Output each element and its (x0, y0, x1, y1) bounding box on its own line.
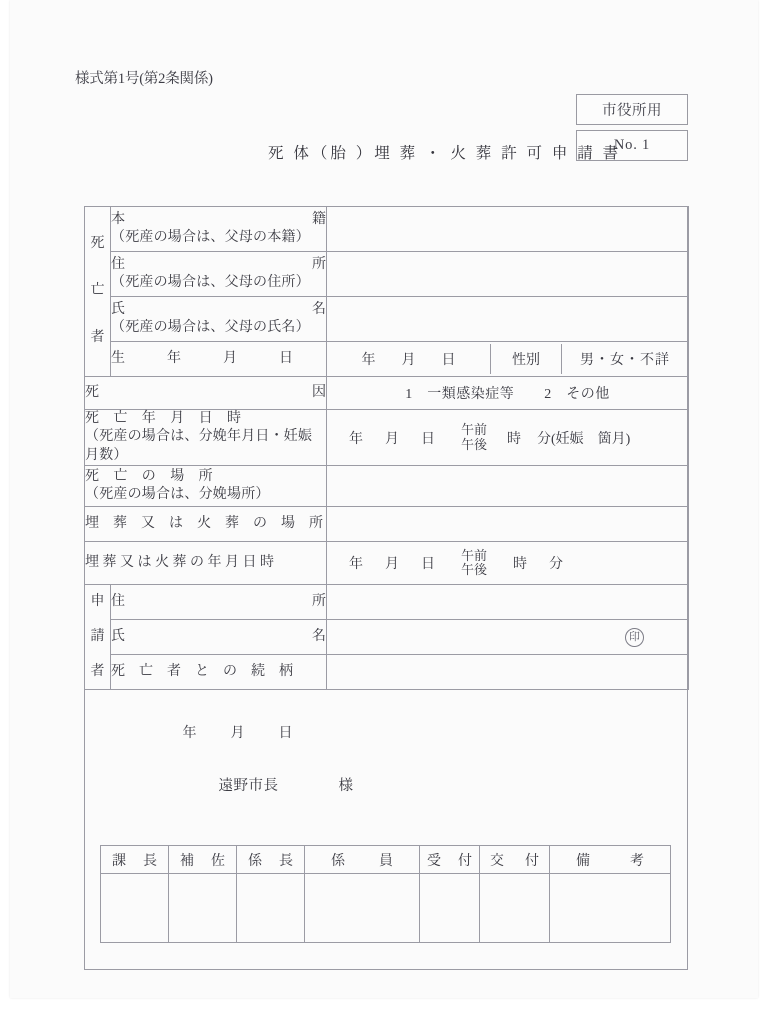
table-row-birthdate (85, 342, 689, 377)
label-death-datetime-main: 死 亡 年 月 日 時 (85, 411, 242, 426)
label-deceased-address-left: 住 (111, 256, 125, 272)
burial-ampm-group[interactable] (461, 549, 487, 578)
death-ampm-group[interactable] (461, 423, 487, 452)
label-applicant-address-right: 所 (312, 594, 326, 610)
label-death-place (85, 466, 327, 507)
label-deceased-address-right: 所 (312, 256, 326, 272)
uketsuke-left: 受 (427, 853, 441, 869)
table-row-deceased-name (85, 297, 689, 342)
death-minute-label: 分(妊娠 箇月) (537, 431, 631, 447)
label-honseki (111, 207, 327, 252)
official-cell-kakaricho[interactable] (237, 874, 305, 943)
label-applicant-name (111, 620, 327, 655)
label-deceased-name (111, 297, 327, 342)
document-number-box: No. 1 (576, 130, 688, 161)
applicant-label-char-2: 請 (90, 629, 105, 645)
kofu-left: 交 (490, 853, 504, 869)
field-applicant-address-value[interactable] (327, 585, 689, 620)
biko-right: 考 (630, 853, 644, 869)
label-applicant-name-left: 氏 (111, 629, 125, 645)
document-title: 死 体（胎 ）埋 葬 ・ 火 葬 許 可 申 請 書 (268, 145, 622, 162)
applicant-group-label (85, 585, 111, 690)
table-row-applicant-relation (85, 655, 689, 690)
label-deceased-name-right: 名 (312, 301, 326, 317)
office-use-box: 市役所用 (576, 94, 688, 125)
label-cause-right: 因 (312, 384, 326, 400)
field-deceased-name-value[interactable] (327, 297, 689, 342)
burial-month-label: 月 (385, 557, 399, 573)
death-day-label: 日 (421, 431, 435, 447)
kacho-left: 課 (112, 853, 126, 869)
signature-month-label: 月 (230, 725, 245, 741)
death-hour-label: 時 (507, 431, 522, 447)
field-death-place-value[interactable] (327, 466, 689, 507)
label-applicant-address-left: 住 (111, 594, 125, 610)
label-death-datetime-sub: （死産の場合は、分娩年月日・妊娠 (85, 429, 313, 445)
cause-option-2[interactable]: 2 その他 (544, 387, 610, 402)
field-birthdate-value[interactable] (327, 344, 491, 374)
burial-pm-label[interactable]: 午後 (461, 562, 488, 578)
official-col-header-kakariin (305, 846, 420, 874)
official-cell-uketsuke[interactable] (420, 874, 480, 943)
main-form-table (84, 206, 689, 818)
label-deceased-address (111, 252, 327, 297)
label-deceased-address-sub: （死産の場合は、父母の住所） (111, 275, 310, 290)
label-birthdate (111, 342, 327, 377)
birthdate-value-group (327, 342, 689, 377)
label-cause-of-death (85, 377, 327, 410)
official-cell-biko[interactable] (550, 874, 671, 943)
label-birthdate-text: 生 年 月 日 (111, 350, 293, 366)
burial-year-label: 年 (349, 557, 363, 573)
signature-addressee: 遠野市長 (218, 777, 279, 794)
official-cell-kakariin[interactable] (305, 874, 420, 943)
deceased-group-label (85, 207, 111, 377)
label-deceased-name-sub: （死産の場合は、父母の氏名） (111, 320, 310, 335)
hosa-left: 補 (180, 853, 194, 869)
official-table-header-row (101, 846, 671, 874)
birthdate-month-label: 月 (401, 353, 416, 368)
label-applicant-relation: 死 亡 者 と の 続 柄 (111, 655, 327, 690)
table-row-applicant-address (85, 585, 689, 620)
deceased-label-char-1: 死 (90, 236, 105, 252)
official-col-header-biko (550, 846, 671, 874)
field-deceased-address-value[interactable] (327, 252, 689, 297)
official-cell-kacho[interactable] (101, 874, 169, 943)
kacho-right: 長 (143, 853, 157, 869)
label-applicant-name-right: 名 (312, 629, 326, 645)
applicant-label-char-1: 申 (90, 594, 105, 610)
signature-addressee-line (219, 774, 689, 795)
cause-option-1[interactable]: 1 一類感染症等 (405, 387, 515, 402)
burial-day-label: 日 (421, 557, 435, 573)
deceased-label-char-2: 亡 (90, 283, 105, 299)
label-burial-place: 埋 葬 又 は 火 葬 の 場 所 (85, 507, 327, 542)
death-year-label: 年 (349, 431, 363, 447)
field-applicant-relation-value[interactable] (327, 655, 689, 690)
label-honseki-left: 本 (111, 211, 125, 227)
table-row-applicant-name (85, 620, 689, 655)
burial-hour-label: 時 (513, 557, 528, 573)
official-col-header-kakaricho (237, 846, 305, 874)
birthdate-year-label: 年 (361, 353, 376, 368)
field-sex-options[interactable]: 男・女・不詳 (562, 344, 689, 374)
official-col-header-kacho (101, 846, 169, 874)
official-col-header-kofu (480, 846, 550, 874)
label-honseki-right: 籍 (312, 211, 326, 227)
burial-am-label[interactable]: 午前 (461, 547, 488, 563)
death-pm-label[interactable]: 午後 (461, 436, 488, 452)
field-death-datetime-value[interactable] (327, 410, 689, 466)
field-honseki-value[interactable] (327, 207, 689, 252)
field-applicant-name-value[interactable] (327, 620, 689, 655)
label-death-datetime-sub2: 月数） (85, 447, 128, 463)
official-col-header-uketsuke (420, 846, 480, 874)
table-row-burial-datetime (85, 542, 689, 585)
table-row-honseki (85, 207, 689, 252)
signature-date-line[interactable] (183, 722, 689, 742)
seal-stamp-icon: 印 (625, 628, 644, 647)
deceased-label-char-3: 者 (90, 329, 105, 345)
table-row-signature (85, 690, 689, 819)
label-cause-left: 死 (85, 384, 99, 400)
table-row-death-datetime (85, 410, 689, 466)
uketsuke-right: 付 (458, 853, 472, 869)
official-table-value-row (101, 874, 671, 943)
kakariin-right: 員 (379, 853, 393, 869)
signature-honorific: 様 (338, 777, 354, 794)
burial-minute-label: 分 (549, 557, 564, 573)
label-burial-datetime: 埋 葬 又 は 火 葬 の 年 月 日 時 (85, 542, 327, 585)
signature-year-label: 年 (182, 725, 197, 741)
signature-day-label: 日 (278, 725, 293, 741)
official-cell-kofu[interactable] (480, 874, 550, 943)
biko-left: 備 (576, 853, 590, 869)
kofu-right: 付 (525, 853, 539, 869)
table-row-death-place (85, 466, 689, 507)
label-honseki-sub: （死産の場合は、父母の本籍） (111, 230, 310, 245)
kakaricho-right: 長 (279, 853, 293, 869)
birthdate-day-label: 日 (441, 353, 456, 368)
form-page-sheet (10, 0, 758, 998)
official-col-header-hosa (169, 846, 237, 874)
hosa-right: 佐 (211, 853, 225, 869)
kakariin-left: 係 (331, 853, 345, 869)
official-use-table (100, 845, 671, 943)
label-death-place-main: 死 亡 の 場 所 (85, 468, 213, 484)
label-applicant-address (111, 585, 327, 620)
table-row-cause-of-death (85, 377, 689, 410)
applicant-label-char-3: 者 (90, 663, 105, 679)
kakaricho-left: 係 (248, 853, 262, 869)
field-burial-datetime-value[interactable] (327, 542, 689, 585)
death-month-label: 月 (385, 431, 399, 447)
field-cause-of-death-options[interactable] (327, 377, 689, 410)
official-cell-hosa[interactable] (169, 874, 237, 943)
label-deceased-name-left: 氏 (111, 301, 125, 317)
table-row-burial-place (85, 507, 689, 542)
field-burial-place-value[interactable] (327, 507, 689, 542)
death-am-label[interactable]: 午前 (461, 422, 488, 438)
label-death-place-sub: （死産の場合は、分娩場所） (85, 487, 270, 503)
label-death-datetime (85, 410, 327, 466)
label-sex: 性別 (491, 344, 562, 374)
form-code-label: 様式第1号(第2条関係) (75, 71, 213, 87)
table-row-deceased-address (85, 252, 689, 297)
signature-block (85, 690, 689, 819)
